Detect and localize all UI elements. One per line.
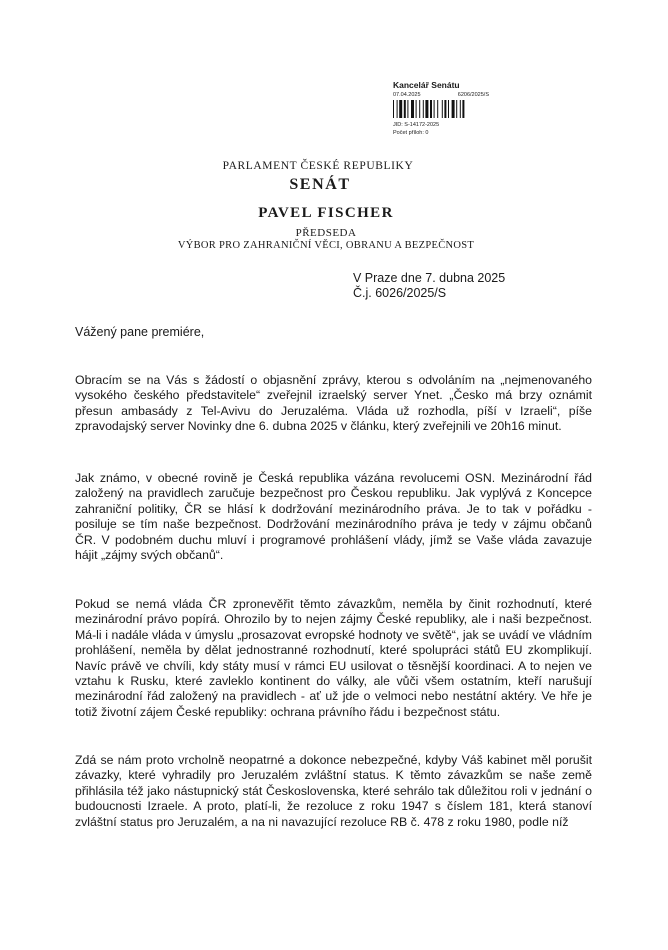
registry-stamp: [393, 80, 493, 137]
paragraph: Jak známo, v obecné rovině je Česká republika vázána revolucemi OSN. Mezinárodní řád založený na pravidlech zaručuje bezpečnost pro Českou republiku. Jak vyplývá z Koncepce zahraniční politiky, ČR se hlásí k dodržování mezinárodního práva. Je to tak v pořádku - posiluje se tím naše bezpečnost. Dodržování mezinárodního práva je tedy v zájmu občanů ČR. V podobném duchu mluví i programové prohlášení vlády, jímž se Vaše vláda zavazuje hájit „zájmy svých občanů“.: [75, 471, 592, 563]
barcode-bar: [434, 100, 435, 118]
paragraph: Obracím se na Vás s žádostí o objasnění zprávy, kterou s odvoláním na „nejmenovaného vysokého českého představitele“ zveřejnil izraelský server Ynet. „Česko má brzy oznámit přesun ambasády z Tel-Avivu do Jeruzaléma. Vláda už rozhodla, píší v Izraeli“, píše zpravodajský server Novinky dne 6. dubna 2025 v článku, který zveřejnili ve 20h16 minut.: [75, 373, 592, 434]
date-reference-block: [353, 271, 505, 301]
paragraph: Pokud se nemá vláda ČR zpronevěřit těmto závazkům, neměla by činit rozhodnutí, které mezinárodní právo popírá. Ohrozilo by to nejen zájmy České republiky, ale i naši bezpečnost. Má-li i nadále vláda v úmyslu „prosazovat evropské hodnoty ve světě“, jak se uvádí ve vládním prohlášení, neměla by dělat jednostranné rozhodnutí, které spolupráci států EU zkomplikují. Navíc právě ve chvíli, kdy státy musí v rámci EU usilovat o těsnější koordinaci. A to nejen ve vztahu k Rusku, které zavleklo kontinent do války, ale vůči všem ostatním, kteří narušují mezinárodní řád založený na pravidlech - ať už jde o velmoci nebo nestátní aktéry. Ve hře je totiž životní zájem České republiky: ochrana právního řádu i bezpečnost státu.: [75, 597, 592, 719]
salutation: Vážený pane premiére,: [75, 325, 205, 339]
barcode-bar: [442, 100, 443, 118]
sender-name: PAVEL FISCHER: [258, 205, 394, 221]
parliament-heading: PARLAMENT ČESKÉ REPUBLIKY: [222, 160, 414, 172]
barcode-bar: [444, 100, 446, 118]
barcode-bar: [393, 100, 394, 118]
barcode-bar: [419, 100, 420, 118]
stamp-title: Kancelář Senátu: [393, 80, 460, 90]
stamp-jid: JID: S-14172-2025: [393, 122, 440, 128]
barcode-bar: [423, 100, 424, 118]
stamp-date: 07.04.2025: [393, 92, 421, 98]
barcode-bar: [407, 100, 408, 118]
barcode-bar: [437, 100, 438, 118]
barcode-bar: [416, 100, 417, 118]
stamp-attachments: Počet příloh: 0: [393, 130, 429, 136]
sender-role: PŘEDSEDA: [295, 227, 357, 239]
stamp-row: [393, 91, 489, 99]
barcode-bar: [425, 100, 428, 118]
stamp-number: 6206/2025/S: [457, 92, 489, 98]
barcode-bar: [397, 100, 398, 118]
senate-heading: SENÁT: [289, 176, 351, 193]
barcode-bar: [411, 100, 414, 118]
barcode-bar: [404, 100, 406, 118]
barcode-bar: [462, 100, 464, 118]
barcode-bar: [430, 100, 432, 118]
reference-number: Č.j. 6026/2025/S: [353, 286, 447, 300]
date-line: V Praze dne 7. dubna 2025: [353, 271, 506, 285]
barcode-bar: [448, 100, 449, 118]
barcode-bar: [460, 100, 461, 118]
paragraph: Zdá se nám proto vrcholně neopatrné a dokonce nebezpečné, kdyby Váš kabinet měl porušit závazky, které vyhradily pro Jeruzalém zvláštní status. K těmto závazkům se naše země přihlásila též jako nástupnický stát Československa, které sehrálo tak důležitou roli v jednání o budoucnosti Izraele. A proto, platí-li, že rezoluce z roku 1947 s číslem 181, která stanoví zvláštní status pro Jeruzalém, a na ni navazující rezoluce RB č. 478 z roku 1980, podle níž: [75, 753, 592, 829]
barcode-bar: [399, 100, 402, 118]
barcode-bar: [456, 100, 457, 118]
committee-name: VÝBOR PRO ZAHRANIČNÍ VĚCI, OBRANU A BEZPEČNOST: [177, 240, 475, 251]
barcode: [393, 100, 491, 118]
barcode-bar: [452, 100, 455, 118]
